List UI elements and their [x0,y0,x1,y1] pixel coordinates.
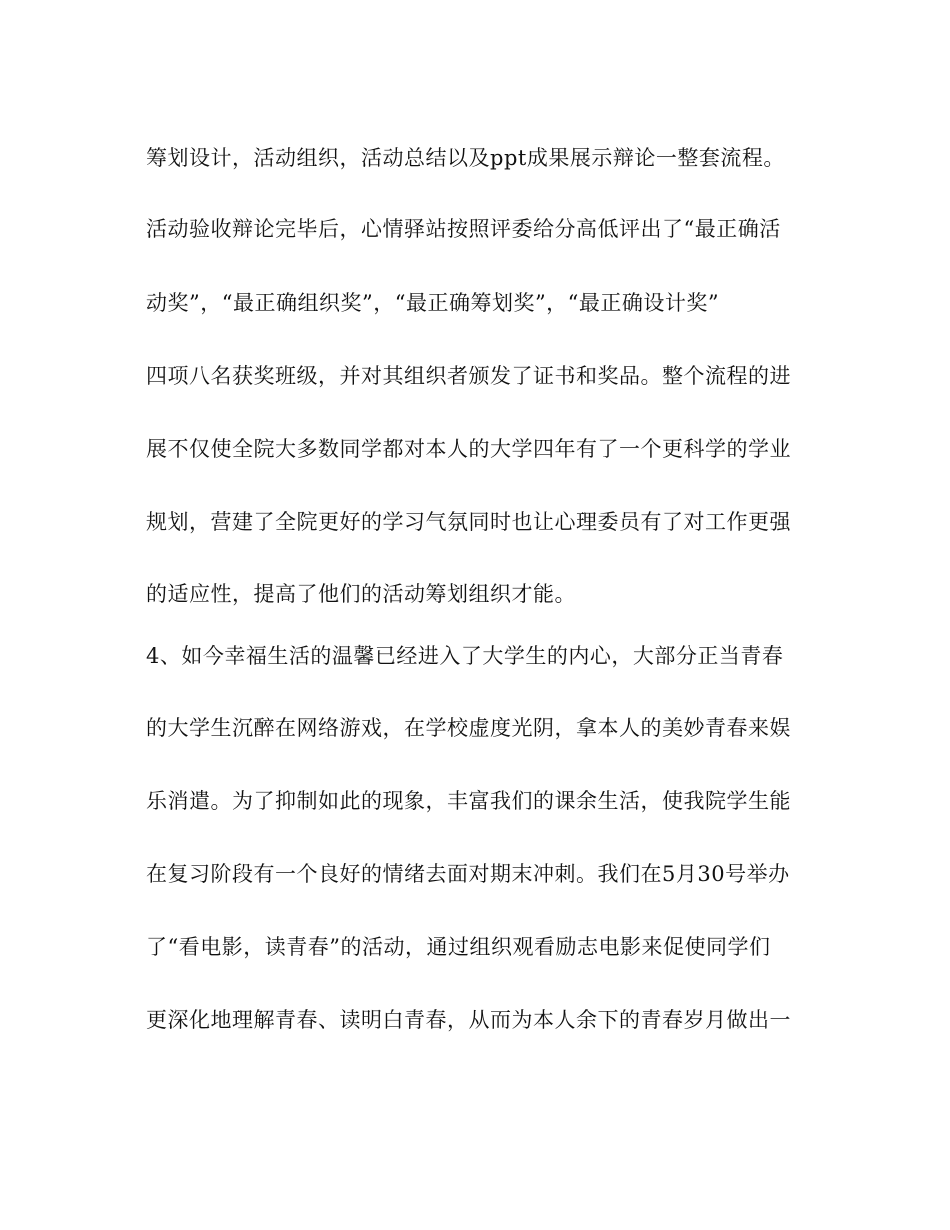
text-line-2: 活动验收辩论完毕后，心情驿站按照评委给分高低评出了“最正确活 [146,217,781,241]
text-line-1: 筹划设计，活动组织，活动总结以及ppt成果展示辩论一整套流程。 [146,146,785,170]
text-line-11: 在复习阶段有一个良好的情绪去面对期末冲刺。我们在5月30号举办 [146,862,790,886]
text-line-9: 的大学生沉醉在网络游戏，在学校虚度光阴，拿本人的美妙青春来娱 [146,716,791,740]
text-line-4: 四项八名获奖班级，并对其组织者颁发了证书和奖品。整个流程的进 [146,364,791,388]
text-line-6: 规划，营建了全院更好的学习气氛同时也让心理委员有了对工作更强 [146,510,791,534]
text-line-7: 的适应性，提高了他们的活动筹划组织才能。 [146,582,576,606]
text-line-8: 4、如今幸福生活的温馨已经进入了大学生的内心，大部分正当青春 [146,644,784,668]
text-line-10: 乐消遣。为了抑制如此的现象，丰富我们的课余生活，使我院学生能 [146,789,791,813]
text-line-13: 更深化地理解青春、读明白青春，从而为本人余下的青春岁月做出一 [146,1008,791,1032]
text-line-3: 动奖”，“最正确组织奖”，“最正确筹划奖”，“最正确设计奖” [146,291,720,315]
text-line-5: 展不仅使全院大多数同学都对本人的大学四年有了一个更科学的学业 [146,437,791,461]
text-line-12: 了“看电影，读青春”的活动，通过组织观看励志电影来促使同学们 [146,935,771,959]
